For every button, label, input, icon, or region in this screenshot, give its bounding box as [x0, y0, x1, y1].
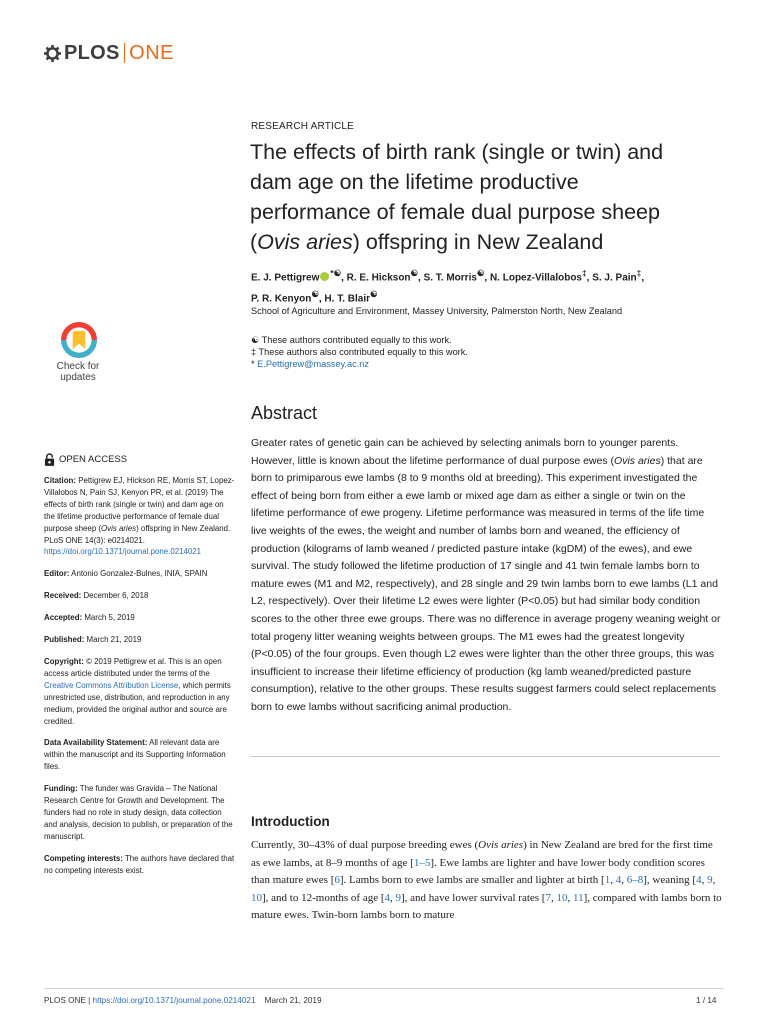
author-marks: *☯: [330, 268, 342, 278]
article-info-sidebar: [44, 453, 236, 886]
equal-contribution-note: ☯ These authors contributed equally to this work.: [251, 335, 452, 345]
reference-link[interactable]: 4: [696, 874, 702, 886]
also-contributed-note: ‡ These authors also contributed equally to this work.: [251, 347, 468, 357]
published-label: Published:: [44, 635, 85, 645]
intro-text: ], and have lower survival rates [: [401, 891, 546, 904]
editor-text: Antonio Gonzalez-Bulnes, INIA, SPAIN: [69, 569, 208, 579]
author-marks: ☯: [311, 289, 319, 300]
logo-plos-text: PLOS: [64, 41, 120, 64]
accepted-date: March 5, 2019: [82, 613, 135, 623]
title-line-1: The effects of birth rank (single or twin) and: [250, 140, 664, 164]
footer-doi-link[interactable]: https://doi.org/10.1371/journal.pone.0214021: [92, 996, 256, 1005]
crossmark-icon: [61, 322, 97, 358]
reference-link[interactable]: 1–5: [413, 856, 431, 869]
citation-label: Citation:: [44, 476, 76, 485]
reference-link[interactable]: 4: [615, 874, 622, 886]
intro-text: Currently, 30–43% of dual purpose breeding ewes (: [251, 839, 479, 851]
author: , S. J. Pain: [586, 272, 637, 284]
open-lock-icon: [44, 453, 55, 466]
citation-block: [44, 475, 236, 558]
footer-date: March 21, 2019: [264, 996, 322, 1005]
author-marks: ☯: [410, 268, 419, 278]
reference-link[interactable]: 6: [334, 874, 340, 886]
funding-text: The funder was Gravida – The National Research Centre for Growth and Development. The funders had no role in study design, data collection and analysis, decision to publish, or preparation of the manuscript.: [44, 784, 233, 841]
editor-label: Editor:: [44, 569, 70, 579]
logo-divider: [124, 43, 126, 63]
author: E. J. Pettigrew: [251, 272, 320, 284]
data-availability-text: All relevant data are within the manuscript and its Supporting Information files.: [44, 738, 226, 772]
abstract-text: [251, 435, 721, 717]
introduction-text: [251, 837, 723, 925]
accepted-label: Accepted:: [44, 613, 83, 623]
author: , S. T. Morris: [418, 272, 477, 284]
intro-text: ) in New Zealand are bred for the first time as ewe lambs, at 8–9 months of age [: [251, 839, 713, 869]
open-access-text: OPEN ACCESS: [59, 453, 128, 465]
citation-species: Ovis aries: [101, 523, 137, 533]
check-for-updates-text: [42, 361, 114, 383]
intro-text: ], weaning [: [643, 874, 697, 886]
published-block: [44, 634, 236, 646]
competing-interests-block: [44, 853, 236, 877]
title-species: Ovis aries: [257, 230, 353, 254]
competing-interests-text: The authors have declared that no competing interests exist.: [44, 853, 235, 875]
competing-interests-label: Competing interests:: [44, 853, 123, 863]
article-title: The effects of birth rank (single or twin) and dam age on the lifetime productive performance of female dual purpose sheep (Ovis aries) offspring in New Zealand: [250, 140, 664, 254]
copyright-block: [44, 656, 236, 727]
author-marks: ‡: [582, 268, 587, 278]
corresponding-email-link[interactable]: E.Pettigrew@massey.ac.nz: [257, 359, 369, 369]
received-date: December 6, 2018: [81, 591, 149, 601]
intro-text: ,: [390, 891, 396, 904]
citation-text: Pettigrew EJ, Hickson RE, Morris ST, Lopez-Villalobos N, Pain SJ, Kenyon PR, et al. (2019) The effects of birth rank (single or twin) and dam age on the lifetime productive performance of female dual purpose sheep (: [44, 476, 235, 533]
copyright-text: © 2019 Pettigrew et al. This is an open access article distributed under the terms of the: [44, 656, 222, 678]
author-marks: ☯: [369, 289, 378, 300]
article-type: RESEARCH ARTICLE: [251, 121, 355, 132]
intro-text: ]. Lambs born to ewe lambs are smaller and lighter at birth [: [339, 874, 605, 886]
badge-line-2: updates: [60, 372, 96, 383]
author: P. R. Kenyon: [251, 293, 312, 305]
author: , N. Lopez-Villalobos: [484, 272, 582, 284]
accepted-block: [44, 612, 236, 624]
intro-text: ,: [712, 874, 716, 886]
copyright-text-2: , which permits unrestricted use, distribution, and reproduction in any medium, provided the original author and source are credited.: [44, 680, 231, 726]
funding-label: Funding:: [44, 784, 78, 794]
badge-line-1: Check for: [56, 361, 100, 372]
reference-link[interactable]: 10: [556, 891, 568, 904]
author-marks: ☯: [476, 268, 485, 278]
abstract-part-1: Greater rates of genetic gain can be achieved by selecting animals born to younger parents. However, little is known about the lifetime performance of dual purpose ewes (: [251, 437, 679, 467]
abstract-species: Ovis aries: [614, 454, 661, 467]
author-list: E. J. Pettigrew *☯, R. E. Hickson☯, S. T. Morris☯, N. Lopez-Villalobos‡, S. J. Pain‡, P. R. Kenyon☯, H. T. Blair☯: [251, 268, 645, 305]
received-label: Received:: [44, 591, 82, 601]
intro-text: ,: [550, 891, 557, 904]
reference-link[interactable]: 1: [604, 874, 611, 886]
abstract-part-2: ) that are born to primiparous ewe lambs (8 to 9 months old at breeding). This experiment investigated the effect of being born from either a ewe lamb or mixed age dam as either a single or twin on the lifetime performance of ewe progeny. Lifetime performance was measured in terms of the life time live weights of the ewes, the weight and number of lambs born and weaned, the efficiency of production (kilograms of lamb weaned / predicted pasture intake (kgDM) of the ewes), and ewe survival. The study followed the lifetime production of 17 single and 41 twin female lambs born to mature ewes (M1 and M2, respectively), and 28 single and 29 twin lambs born to ewe lambs (L1 and L2, respectively). Over their lifetime L2 ewes were lighter (P<0.05) but had similar body condition scores to the other three ewe groups. There was no difference in average progeny weaning weight or total progeny litter weaning weights between groups. The M1 ewes had the greatest longevity (P<0.05) of the four groups. Even though L2 ewes were lighter than the other three groups, this was insufficient to increase their lifetime efficiency of production (kg lamb weaned/predicted pasture consumption), relative to the other groups. These results suggest farmers could select replacements born to ewe lambs without sacrificing animal production.: [251, 454, 721, 713]
reference-link[interactable]: 9: [707, 874, 713, 886]
orcid-icon[interactable]: [320, 272, 329, 281]
author-notes: [251, 334, 468, 370]
intro-text: ], and to 12-months of age [: [262, 891, 385, 904]
intro-text: ,: [701, 874, 708, 886]
data-availability-label: Data Availability Statement:: [44, 738, 148, 748]
author-marks: ‡: [636, 268, 642, 278]
license-link[interactable]: Creative Commons Attribution License: [44, 680, 179, 690]
page-number: 1 / 14: [696, 996, 717, 1005]
editor-block: [44, 568, 236, 580]
plos-gear-icon: [44, 45, 61, 62]
author: , R. E. Hickson: [341, 272, 411, 284]
corresponding-star: *: [251, 359, 258, 369]
citation-text-2: ) offspring in New Zealand. PLoS ONE 14(3): e0214021.: [44, 523, 231, 545]
logo-one-text: ONE: [129, 41, 174, 64]
reference-link[interactable]: 4: [384, 891, 390, 904]
footer-journal: PLOS ONE |: [44, 996, 93, 1005]
intro-text: ,: [610, 874, 616, 886]
corresponding-note: [251, 358, 468, 370]
published-date: March 21, 2019: [84, 635, 142, 645]
reference-link[interactable]: 11: [572, 891, 584, 904]
check-for-updates-badge[interactable]: [42, 318, 112, 390]
reference-link[interactable]: 7: [545, 891, 551, 904]
reference-link[interactable]: 9: [395, 891, 401, 904]
copyright-label: Copyright:: [44, 656, 84, 666]
title-line-2: dam age on the lifetime productive: [250, 170, 579, 194]
reference-link[interactable]: 10: [251, 891, 262, 904]
introduction-heading: Introduction: [251, 814, 330, 829]
citation-doi-link[interactable]: https://doi.org/10.1371/journal.pone.0214021: [44, 547, 202, 557]
plos-one-logo: [44, 40, 174, 66]
abstract-heading: Abstract: [251, 403, 318, 423]
intro-text: ]. Ewe lambs are lighter and have lower body condition scores than mature ewes [: [251, 856, 705, 886]
reference-link[interactable]: 6–8: [626, 874, 644, 886]
intro-text: ,: [621, 874, 627, 886]
data-availability-block: [44, 737, 236, 773]
intro-text: ,: [567, 891, 573, 904]
intro-species: Ovis aries: [478, 839, 524, 851]
title-line-3: performance of female dual purpose sheep: [250, 200, 660, 224]
abstract-divider: [250, 756, 720, 757]
received-block: [44, 590, 236, 602]
title-line-4: ) offspring in New Zealand: [352, 230, 604, 254]
page-footer: [44, 996, 322, 1005]
affiliation: School of Agriculture and Environment, Massey University, Palmerston North, New Zealand: [251, 306, 623, 316]
intro-text: ], compared with lambs born to mature ewes. Twin-born lambs born to mature: [251, 891, 722, 921]
open-access-label: [44, 453, 236, 466]
funding-block: [44, 783, 236, 843]
footer-divider: [44, 988, 724, 989]
author: , H. T. Blair: [318, 293, 370, 305]
